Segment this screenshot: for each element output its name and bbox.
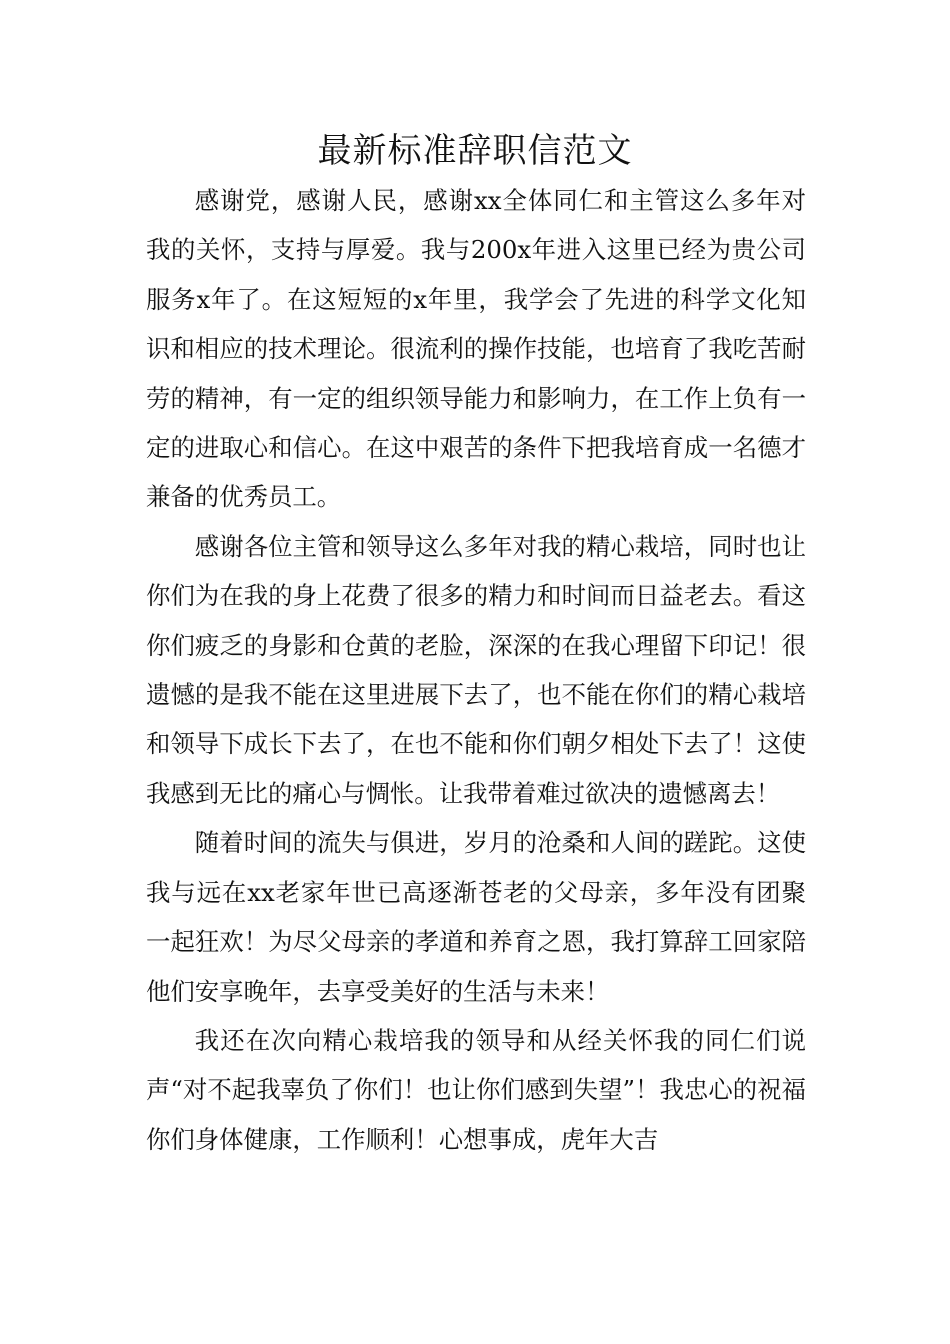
document-body bbox=[146, 176, 806, 1164]
document-title: 最新标准辞职信范文 bbox=[317, 131, 633, 171]
paragraph-4: 我还在次向精心栽培我的领导和从经关怀我的同仁们说声“对不起我辜负了你们！也让你们感到失望”！我忠心的祝福你们身体健康，工作顺利！心想事成，虎年大吉 bbox=[146, 1025, 806, 1154]
paragraph-1: 感谢党，感谢人民，感谢xx全体同仁和主管这么多年对我的关怀，支持与厚爱。我与200x年进入这里已经为贵公司服务x年了。在这短短的x年里，我学会了先进的科学文化知识和相应的技术理论。很流利的操作技能，也培育了我吃苦耐劳的精神，有一定的组织领导能力和影响力，在工作上负有一定的进取心和信心。在这中艰苦的条件下把我培育成一名德才兼备的优秀员工。 bbox=[146, 186, 806, 512]
paragraph-2: 感谢各位主管和领导这么多年对我的精心栽培，同时也让你们为在我的身上花费了很多的精力和时间而日益老去。看这你们疲乏的身影和仓黄的老脸，深深的在我心理留下印记！很遗憾的是我不能在这里进展下去了，也不能在你们的精心栽培和领导下成长下去了，在也不能和你们朝夕相处下去了！这使我感到无比的痛心与惆怅。让我带着难过欲决的遗憾离去！ bbox=[146, 531, 806, 808]
paragraph-3: 随着时间的流失与俱进，岁月的沧桑和人间的蹉跎。这使我与远在xx老家年世已高逐渐苍老的父母亲，多年没有团聚一起狂欢！为尽父母亲的孝道和养育之恩，我打算辞工回家陪他们安享晚年，去享受美好的生活与未来！ bbox=[146, 828, 806, 1006]
